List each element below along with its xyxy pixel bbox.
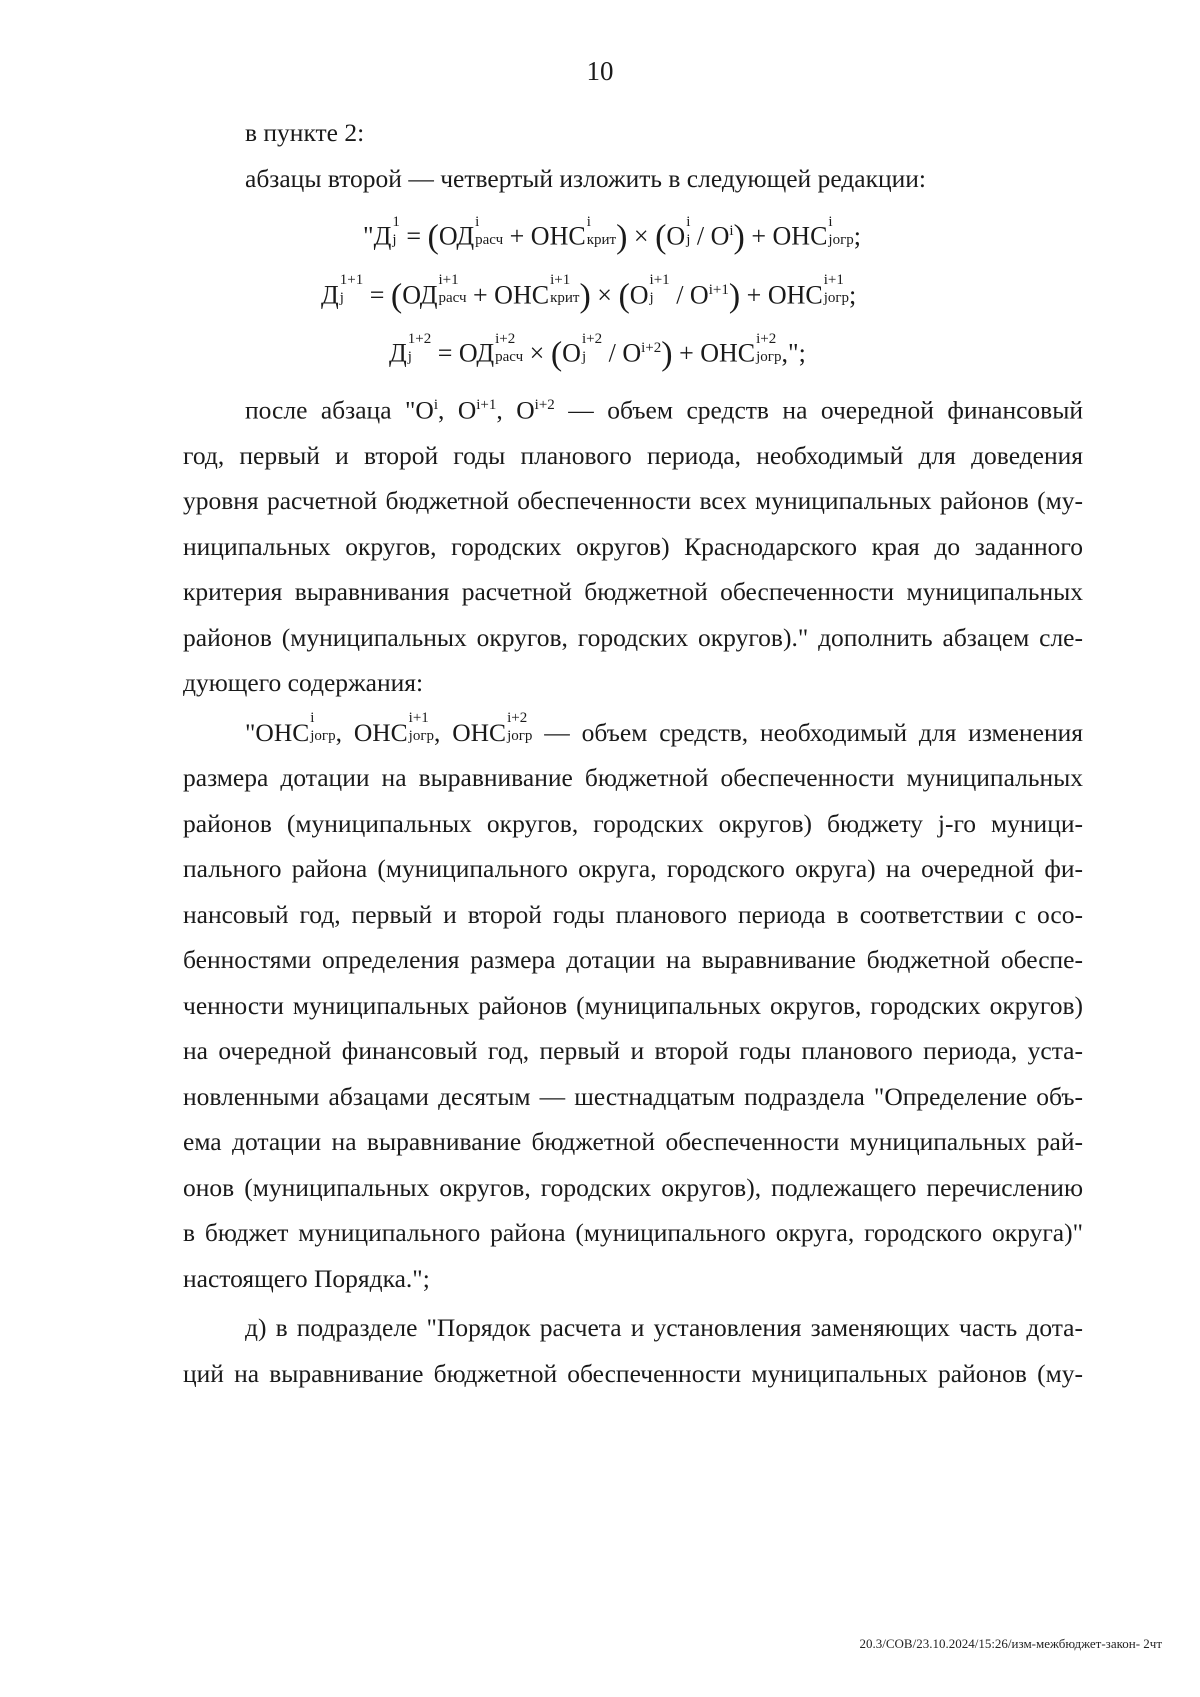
- para2-line-9: новленными абзацами десятым — шестнадцатым подраздела "Определение объ-: [183, 1081, 1083, 1111]
- para2-line-10: ема дотации на выравнивание бюджетной обеспеченности муниципальных рай-: [183, 1127, 1083, 1157]
- para1-line-5: критерия выравнивания расчетной бюджетной обеспеченности муниципальных: [183, 577, 1083, 607]
- intro-line-1: в пункте 2:: [245, 118, 365, 147]
- para1-line-2: год, первый и второй годы планового периода, необходимый для доведения: [183, 440, 1083, 470]
- formula-1: "Д 1 j = (ОД i расч + ОНС i крит ) × (О i j / $О^i$) + ОНС i jогр ;: [363, 213, 861, 256]
- para1-line-7: дующего содержания:: [183, 668, 424, 698]
- para2-line-13: настоящего Порядка.";: [183, 1263, 430, 1293]
- para3-line-2: ций на выравнивание бюджетной обеспеченности муниципальных районов (му-: [183, 1358, 1083, 1388]
- intro-line-2: абзацы второй — четвертый изложить в следующей редакции:: [245, 163, 927, 193]
- para1-line-6: районов (муниципальных округов, городских округов)." дополнить абзацем сле-: [183, 622, 1083, 652]
- formula-1-lead: "Д: [363, 221, 392, 251]
- formula-block: [183, 205, 1083, 381]
- para2-line-7: ченности муниципальных районов (муниципальных округов, городских округов): [183, 990, 1083, 1020]
- para2-line-5: нансовый год, первый и второй годы планового периода в соответствии с осо-: [183, 899, 1083, 929]
- para2-line-1: "ОНС i jогр , ОНС i+1 jогр , ОНС i+2 jогр — объем средств, необходимый для изменения: [245, 710, 1083, 747]
- para2-line-2: размера дотации на выравнивание бюджетной обеспеченности муниципальных: [183, 763, 1083, 793]
- para2-line-4: пального района (муниципального округа, городского округа) на очередной фи-: [183, 854, 1083, 884]
- page-number: 10: [586, 56, 614, 86]
- para2-line-11: онов (муниципальных округов, городских округов), подлежащего перечислению: [183, 1172, 1083, 1202]
- para2-line-3: районов (муниципальных округов, городских округов) бюджету j-го муници-: [183, 808, 1083, 838]
- footer-document-code: 20.3/СОВ/23.10.2024/15:26/изм-межбюджет-закон- 2чт: [859, 1636, 1162, 1651]
- para1-line-4: ниципальных округов, городских округов) Краснодарского края до заданного: [183, 531, 1083, 561]
- formula-2: Д 1+1 j = (ОД i+1 расч + ОНС i+1 крит ) × (О i+1 j / $О^{i+1}$) + ОНС i+1 jогр ;: [321, 272, 857, 315]
- formula-1-eq: =: [399, 221, 428, 251]
- formula-3: Д 1+2 j = ОД i+2 расч × (О i+2 j / $О^{i+2}$) + ОНС i+2 jогр ,";: [389, 331, 806, 373]
- formula-1-index: 1 j: [392, 213, 400, 248]
- para2-line-8: на очередной финансовый год, первый и второй годы планового периода, уста-: [183, 1036, 1083, 1066]
- para1-line-1: после абзаца "$О^i$, $О^{i+1}$, $О^{i+2}$ — объем средств на очередной финансовый: [245, 395, 1083, 425]
- para3-line-1: д) в подразделе "Порядок расчета и установления заменяющих часть дота-: [245, 1313, 1083, 1343]
- document-body: [183, 110, 1083, 1396]
- para2-line-6: бенностями определения размера дотации на выравнивание бюджетной обеспе-: [183, 945, 1083, 975]
- para2-line-12: в бюджет муниципального района (муниципального округа, городского округа)": [183, 1218, 1083, 1248]
- para1-line-3: уровня расчетной бюджетной обеспеченности всех муниципальных районов (му-: [183, 486, 1083, 516]
